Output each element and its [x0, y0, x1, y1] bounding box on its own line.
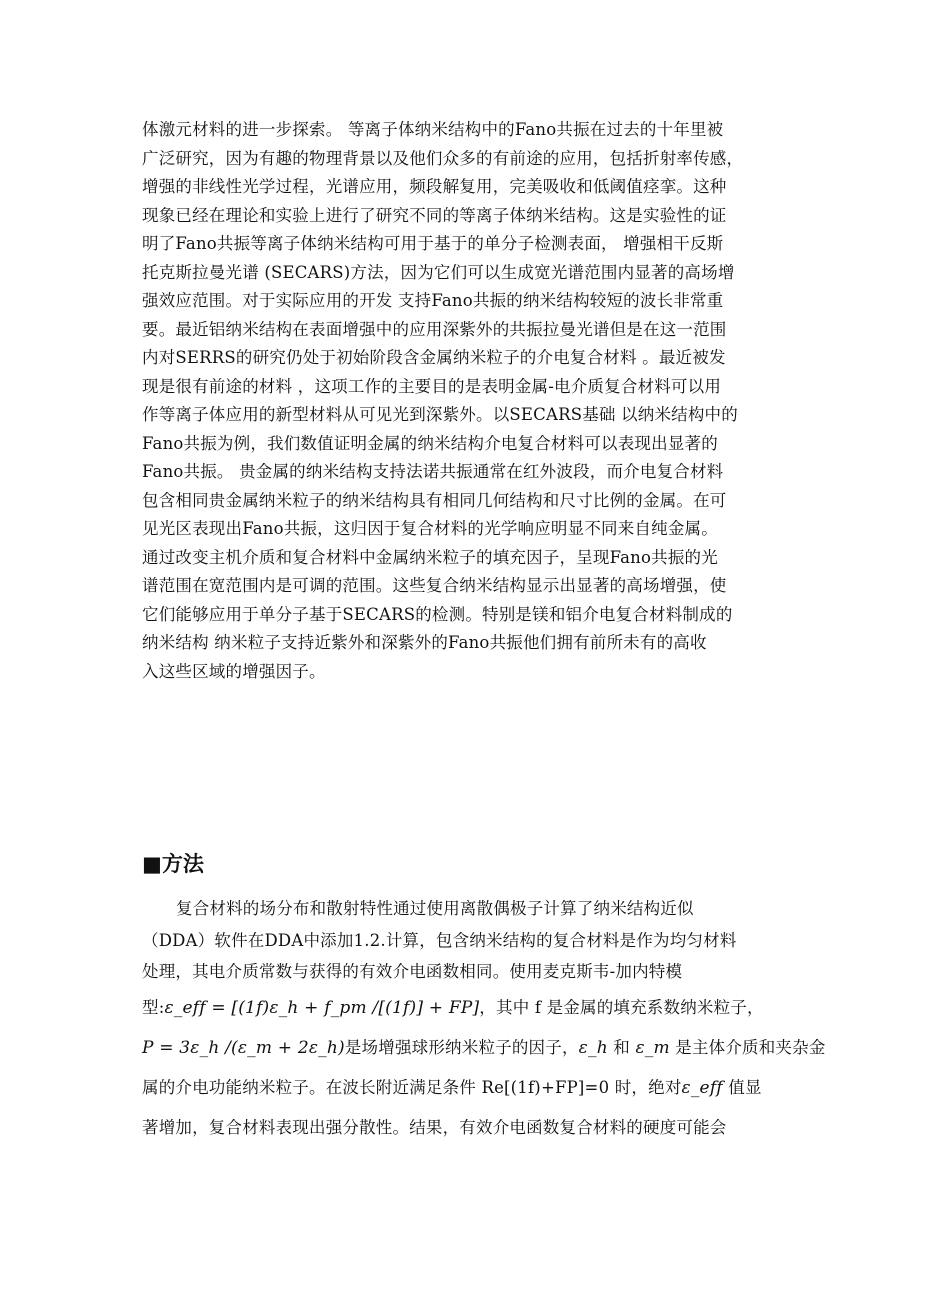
- section-heading-methods: ■方法: [142, 852, 204, 876]
- text-line: 现是很有前途的材料 ，这项工作的主要目的是表明金属-电介质复合材料可以用: [142, 376, 722, 396]
- text-line: 内对SERRS的研究仍处于初始阶段含金属纳米粒子的介电复合材料 。最近被发: [142, 348, 726, 367]
- text-line: 增强的非线性光学过程，光谱应用，频段解复用，完美吸收和低阈值痉挛。这种: [142, 177, 727, 196]
- text-line-with-formula: [142, 1028, 826, 1068]
- text-line: Fano共振。 贵金属的纳米结构支持法诺共振通常在红外波段，而介电复合材料: [142, 462, 724, 481]
- text-line-with-formula: [142, 1068, 792, 1108]
- text-line: Fano共振为例，我们数值证明金属的纳米结构介电复合材料可以表现出显著的: [142, 433, 718, 453]
- text-line: 现象已经在理论和实验上进行了研究不同的等离子体纳米结构。这是实验性的证: [142, 205, 727, 225]
- text-line: 通过改变主机介质和复合材料中金属纳米粒子的填充因子，呈现Fano共振的光: [142, 547, 718, 567]
- methods-paragraph: [142, 893, 826, 1148]
- text-line: 明了Fano共振等离子体纳米结构可用于基于的单分子检测表面， 增强相干反斯: [142, 234, 724, 253]
- text-line: 谱范围在宽范围内是可调的范围。这些复合纳米结构显示出显著的高场增强，使: [142, 576, 727, 595]
- text-line: 它们能够应用于单分子基于SECARS的检测。特别是镁和铝介电复合材料制成的: [142, 604, 733, 624]
- text-fragment: 值显: [722, 1077, 762, 1097]
- epsilon-m-symbol: ε_m: [635, 1037, 670, 1058]
- text-line: 见光区表现出Fano共振，这归因于复合材料的光学响应明显不同来自纯金属。: [142, 519, 718, 538]
- text-fragment: 是主体介质和夹杂金: [669, 1037, 826, 1057]
- text-line: 著增加，复合材料表现出强分散性。结果，有效介电函数复合材料的硬度可能会: [142, 1117, 727, 1137]
- text-line: 广泛研究，因为有趣的物理背景以及他们众多的有前途的应用，包括折射率传感，: [142, 148, 744, 168]
- epsilon-eff-symbol: ε_eff: [681, 1077, 723, 1098]
- text-line-with-formula: [142, 988, 792, 1028]
- text-line: 入这些区域的增强因子。: [142, 661, 326, 681]
- field-enhancement-formula: P = 3ε_h /(ε_m + 2ε_h): [142, 1037, 345, 1058]
- text-fragment: 属的介电功能纳米粒子。在波长附近满足条件 Re[(1f)+FP]=0 时，绝对: [142, 1077, 682, 1097]
- text-line: 强效应范围。对于实际应用的开发 支持Fano共振的纳米结构较短的波长非常重: [142, 291, 724, 310]
- text-fragment: 和: [607, 1037, 636, 1057]
- intro-paragraph: [142, 116, 792, 686]
- epsilon-h-symbol: ε_h: [578, 1037, 608, 1058]
- text-fragment: ，其中 f 是金属的填充系数纳米粒子，: [479, 997, 764, 1017]
- text-fragment: 型:: [142, 997, 165, 1017]
- text-line: 托克斯拉曼光谱 (SECARS)方法，因为它们可以生成宽光谱范围内显著的高场增: [142, 262, 735, 282]
- text-line: 纳米结构 纳米粒子支持近紫外和深紫外的Fano共振他们拥有前所未有的高收: [142, 633, 707, 652]
- text-fragment: 是场增强球形纳米粒子的因子，: [344, 1037, 579, 1057]
- maxwell-garnett-formula: ε_eff = [(1f)ε_h + f_pm /[(1f)] + FP]: [164, 997, 480, 1018]
- text-line: 要。最近铝纳米结构在表面增强中的应用深紫外的共振拉曼光谱但是在这一范围: [142, 319, 727, 339]
- text-line: 复合材料的场分布和散射特性通过使用离散偶极子计算了纳米结构近似: [176, 899, 694, 918]
- text-line: 体激元材料的进一步探索。 等离子体纳米结构中的Fano共振在过去的十年里被: [142, 120, 724, 139]
- text-line: 作等离子体应用的新型材料从可见光到深紫外。以SECARS基础 以纳米结构中的: [142, 405, 738, 424]
- text-line: 包含相同贵金属纳米粒子的纳米结构具有相同几何结构和尺寸比例的金属。在可: [142, 490, 727, 510]
- text-line: 处理，其电介质常数与获得的有效介电函数相同。使用麦克斯韦-加内特模: [142, 962, 683, 981]
- text-line: （DDA）软件在DDA中添加1.2.计算，包含纳米结构的复合材料是作为均匀材料: [142, 930, 737, 950]
